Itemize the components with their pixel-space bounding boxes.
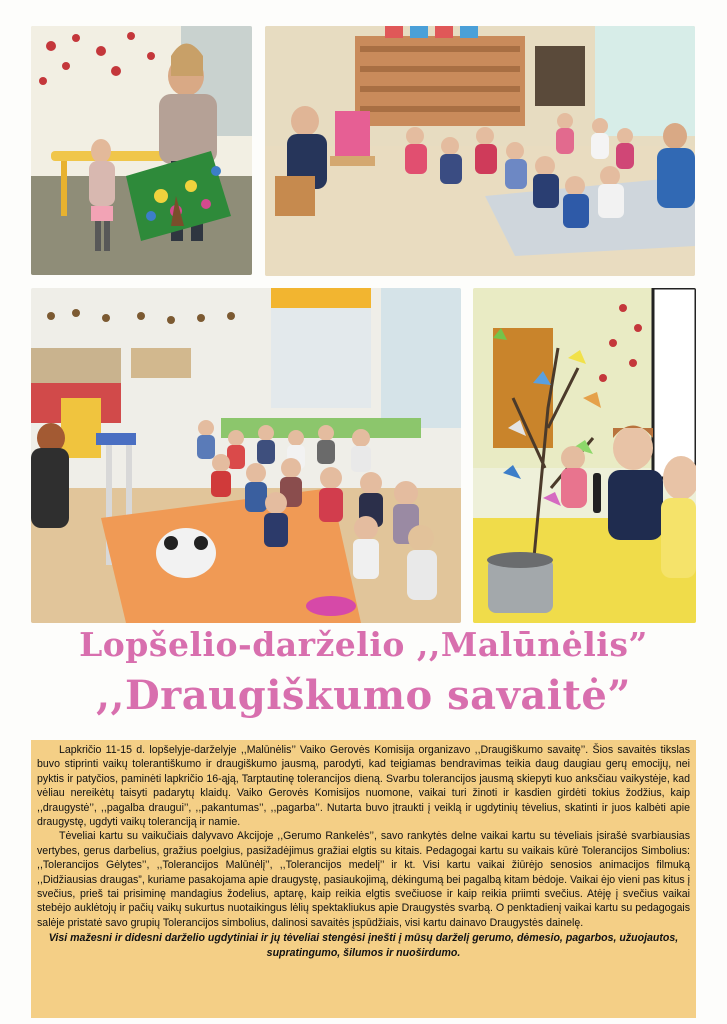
photo-tolerance-tree <box>473 288 696 623</box>
article-paragraph-1: Lapkričio 11-15 d. lopšelyje-darželyje ,,Malūnėlis’’ Vaiko Gerovės Komisija organizavo ,,Draugiškumo savaitę’’. Šios savaitės tikslas buvo stiprinti vaikų tolerantiškumo ir draugiškumo jausmą, parodyti, kad teigiamas bendravimas teikia daug daugiau gerų emocijų, nei pyktis ir patyčios, paminėti lapkričio 16-ąją, Tarptautinę tolerancijos dieną. Svarbu tolerancijos jausmą skiepyti kuo anksčiau vaikystėje, kad vėliau nereikėtų taisyti padarytų klaidų. Vaiko Gerovės Komisijos nuomone, vaikai turi žinoti ir kasdien girdėti tokius žodžius, kaip ,,draugystė’’, ,,pagalba draugui’’, ,,pakantumas’’, ,,pagarba’’. Nutarta buvo įtraukti į veiklą ir ugdytinių tėvelius, skatinti ir juos kalbėti apie draugystę, ugdyti vaikų toleranciją ir namie. <box>37 744 690 829</box>
photo-puppet-show-audience <box>31 288 461 623</box>
page-title-line-1: Lopšelio-darželio ,,Malūnėlis” <box>79 625 648 664</box>
photo-children-on-floor <box>265 26 695 276</box>
article-closing: Visi mažesni ir didesni darželio ugdytiniai ir jų tėveliai stengėsi įnešti į mūsų darželį gerumo, dėmesio, pagarbos, užuojautos, supratingumo, šilumos ir nuoširdumo. <box>48 932 679 959</box>
article-text-panel <box>31 740 696 1018</box>
article-paragraph-2: Tėveliai kartu su vaikučiais dalyvavo Akcijoje ,,Gerumo Rankelės’’, savo rankytės delne vaikai kartu su tėveliais įsirašė svarbiausias vertybes, gerus darbelius, gražius poelgius, pasižadėjimus gražiai elgtis su kitais. Pedagogai kartu su vaikais kūrė Tolerancijos Simbolius: ,,Tolerancijos Gėlytes’’, ,,Tolerancijos Malūnėlį’’, ,,Tolerancijos medelį’’ ir kt. Visi kartu vaikai žiūrėjo senosios animacijos filmuką ,,Didžiausias draugas”, kuriame pasakojama apie draugystę, pasiaukojimą, dėkingumą bei pagalbą kitam bėdoje. Vaikai ėjo vieni pas kitus į svečius, prieš tai prisiminę mandagius žodelius, aptarę, kaip reikia elgtis svečiuose ir kaip reikia priimti svečius. Atėję į svečius vaikai stebėjo auklėtojų ir pačių vaikų sukurtus nuotaikingus lėlių spektakliukus apie Draugystės svarbą. O penktadienį vaikai kartu su pedagogais salėje pristatė savo grupių Tolerancijos simbolius, dalinosi savaitės įspūdžiais, visi kartu dainavo Draugystės dainelę. <box>37 830 690 929</box>
photo-girl-with-tree-poster <box>31 26 252 275</box>
page-title-line-2: ,,Draugiškumo savaitė” <box>96 672 631 719</box>
